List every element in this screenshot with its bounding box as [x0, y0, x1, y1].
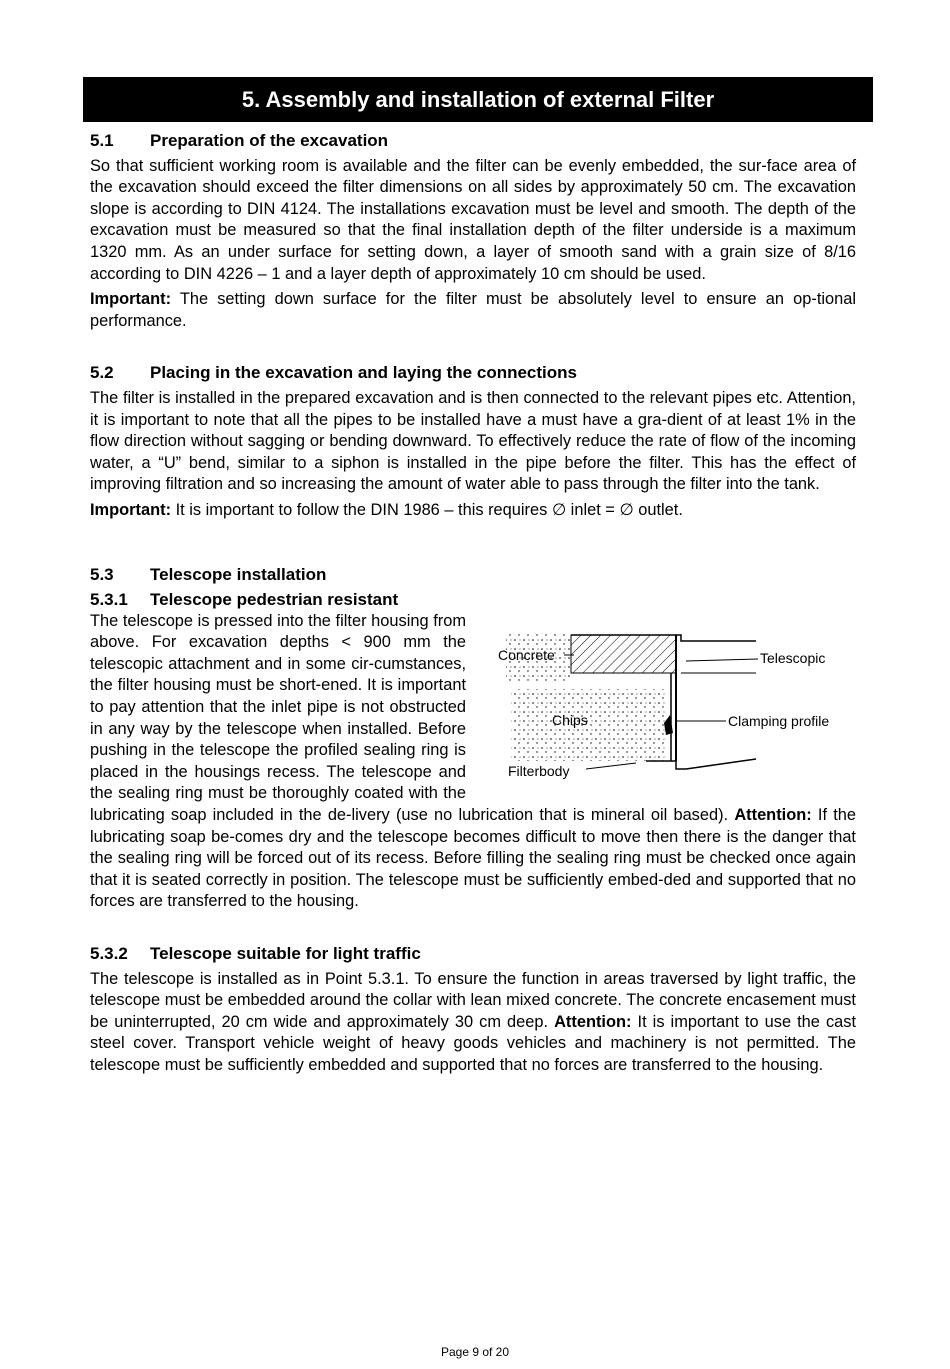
heading-number: 5.3 [90, 564, 114, 584]
important-label: Important: [90, 500, 172, 519]
label-chips: Chips [552, 711, 588, 728]
heading-5-3 [90, 564, 856, 586]
heading-5-3-1 [90, 589, 856, 611]
telescope-collar-hatch [571, 635, 676, 673]
important-text: The setting down surface for the filter must be absolutely level to ensure an op-tional performance. [90, 290, 856, 330]
heading-number: 5.3.1 [90, 590, 128, 610]
paragraph-part-a: The telescope is installed as in Point 5.3.1. To ensure the function in areas traversed by light traffic, the telescope must be embedded around the collar with lean mixed concrete. The concrete encasement must be uninterrupted, 20 cm wide and approximately 30 cm deep. [90, 969, 856, 1031]
paragraph-part-b: If the lubricating soap be-comes dry and the telescope becomes difficult to move then there is the danger that the sealing ring will be forced out of its recess. Before filling the sealing ring must be checked once again that it is seated correctly in position. The telescope must be sufficiently embed-ded and supported that no forces are transferred to the housing. [90, 806, 856, 911]
telescope-section [90, 611, 856, 913]
attention-label: Attention: [734, 806, 812, 825]
label-telescopic: Telescopic [760, 649, 826, 666]
heading-title: Placing in the excavation and laying the connections [150, 363, 577, 383]
heading-5-2 [90, 362, 856, 384]
heading-5-1 [90, 130, 856, 152]
telescope-diagram [486, 611, 856, 787]
important-label: Important: [90, 290, 172, 309]
heading-number: 5.3.2 [90, 944, 128, 963]
heading-number: 5.2 [90, 363, 114, 383]
page-content [90, 130, 856, 1077]
page-number: Page 9 of 20 [440, 1345, 510, 1359]
page-footer [0, 1345, 950, 1359]
paragraph-light-traffic [90, 969, 856, 1077]
banner-title: 5. Assembly and installation of external Filter [241, 86, 715, 112]
heading-title: Telescope installation [150, 564, 327, 584]
paragraph-part-b: It is important to use the cast steel cover. Transport vehicle weight of heavy goods vehicles and machinery is not permitted. The telescope must be sufficiently embedded and supported that no forces are transferred to the housing. [90, 1012, 857, 1074]
heading-title: Telescope suitable for light traffic [150, 944, 421, 963]
important-note-connections [90, 500, 856, 522]
attention-label: Attention: [554, 1012, 632, 1031]
section-banner [83, 77, 873, 122]
heading-5-3-2 [90, 943, 856, 965]
paragraph-excavation: So that sufficient working room is available and the filter can be evenly embedded, the sur-face area of the excavation should exceed the filter dimensions on all sides by approximately 50 cm. The excavation slope is according to DIN 4124. The installations excavation must be level and smooth. The depth of the excavation must be measured so that the final installation depth of the filter underside is a maximum 1320 mm. As an under surface for setting down, a layer of smooth sand with a grain size of 8/16 according to DIN 4226 – 1 and a layer depth of approximately 10 cm should be used. [90, 156, 856, 283]
important-note-excavation [90, 289, 856, 332]
chips-fill [511, 689, 666, 761]
important-text: It is important to follow the DIN 1986 – this requires ∅ inlet = ∅ outlet. [171, 500, 683, 519]
label-filterbody: Filterbody [508, 762, 570, 779]
paragraph-part-a: The telescope is pressed into the filter housing from above. For excavation depths < 900 mm the telescopic attachment and in some cir-cumstances, the filter housing must be short-ened. It is important to pay attention that the inlet pipe is not obstructed in any way by the telescope when installed. Before pushing in the telescope the profiled sealing ring is placed in the housings recess. The telescope and the sealing ring must be thoroughly coated with the lubricating soap included in the de-livery (use no lubrication that is mineral oil based). [90, 611, 735, 825]
label-clamping-profile: Clamping profile [728, 712, 830, 729]
label-concrete: Concrete [498, 646, 555, 663]
heading-title: Telescope pedestrian resistant [150, 590, 399, 610]
heading-number: 5.1 [90, 131, 114, 150]
paragraph-connections: The filter is installed in the prepared excavation and is then connected to the relevant pipes etc. Attention, it is important to note that all the pipes to be installed have a must have a gra-dient of at least 1% in the flow direction without sagging or bending downward. To effectively reduce the rate of flow of the incoming water, a “U” bend, similar to a siphon is installed in the pipe before the filter. This has the effect of improving filtration and so increasing the amount of water able to pass through the filter into the tank. [90, 388, 856, 494]
heading-title: Preparation of the excavation [150, 131, 389, 150]
